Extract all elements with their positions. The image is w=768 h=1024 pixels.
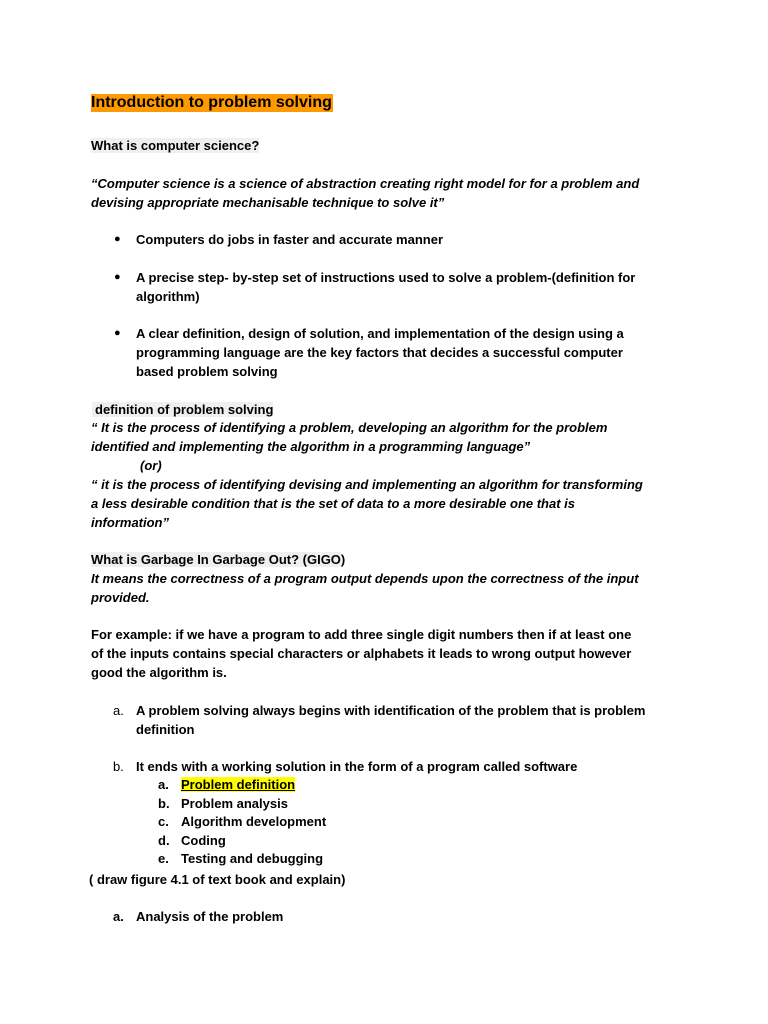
step-marker: e. xyxy=(158,851,169,866)
figure-note: ( draw figure 4.1 of text book and explain) xyxy=(89,872,346,887)
bullet-3-line-3: based problem solving xyxy=(136,364,278,379)
bullet-2-line-2: algorithm) xyxy=(136,289,200,304)
step-coding: Coding xyxy=(181,832,226,848)
bullet-dot: ● xyxy=(114,327,121,339)
cs-quote-line-2: devising appropriate mechanisable technique to solve it” xyxy=(91,195,445,210)
step-marker: a. xyxy=(158,777,169,792)
definition-1-line-2: identified and implementing the algorithm in a programming language” xyxy=(91,439,531,454)
or-text: (or) xyxy=(140,458,162,473)
page-title: Introduction to problem solving xyxy=(91,94,332,111)
list-marker: a. xyxy=(113,909,124,924)
bullet-1-line-1: Computers do jobs in faster and accurate manner xyxy=(136,232,444,247)
example-line-1: For example: if we have a program to add three single digit numbers then if at least one xyxy=(91,627,632,642)
list-marker: a. xyxy=(113,703,124,718)
definition-2-line-2: a less desirable condition that is the set of data to a more desirable one that is xyxy=(91,496,576,511)
list-a-line-1: A problem solving always begins with identification of the problem that is problem xyxy=(136,703,646,718)
step-testing-debugging: Testing and debugging xyxy=(181,851,324,866)
analysis-item: Analysis of the problem xyxy=(136,909,284,924)
step-algorithm-development: Algorithm development xyxy=(181,814,327,829)
gigo-definition-line-2: provided. xyxy=(91,590,150,605)
cs-quote-line-1: “Computer science is a science of abstraction creating right model for for a problem and xyxy=(91,176,640,191)
bullet-3-line-2: programming language are the key factors that decides a successful computer xyxy=(136,345,623,360)
gigo-heading: What is Garbage In Garbage Out? (GIGO) xyxy=(91,552,346,567)
step-marker: d. xyxy=(158,832,170,848)
definition-heading: definition of problem solving xyxy=(92,400,273,419)
bullet-3-line-1: A clear definition, design of solution, and implementation of the design using a xyxy=(136,326,624,341)
list-marker: b. xyxy=(113,759,124,774)
step-marker: c. xyxy=(158,814,169,829)
example-line-3: good the algorithm is. xyxy=(91,665,227,680)
list-a-line-2: definition xyxy=(136,722,195,737)
step-marker: b. xyxy=(158,795,170,811)
computer-science-heading: What is computer science? xyxy=(91,138,260,153)
example-line-2: of the inputs contains special characters or alphabets it leads to wrong output however xyxy=(91,646,632,661)
list-b-text: It ends with a working solution in the form of a program called software xyxy=(136,759,578,774)
bullet-dot: ● xyxy=(114,233,121,245)
definition-2-line-1: “ it is the process of identifying devising and implementing an algorithm for transforming xyxy=(91,477,643,492)
bullet-2-line-1: A precise step- by-step set of instructions used to solve a problem-(definition for xyxy=(136,270,636,285)
bullet-dot: ● xyxy=(114,271,121,283)
definition-2-line-3: information” xyxy=(91,515,169,530)
step-problem-analysis: Problem analysis xyxy=(181,795,288,811)
step-problem-definition: Problem definition xyxy=(181,777,296,792)
definition-1-line-1: “ It is the process of identifying a problem, developing an algorithm for the problem xyxy=(91,420,608,435)
gigo-definition-line-1: It means the correctness of a program output depends upon the correctness of the input xyxy=(91,571,639,586)
